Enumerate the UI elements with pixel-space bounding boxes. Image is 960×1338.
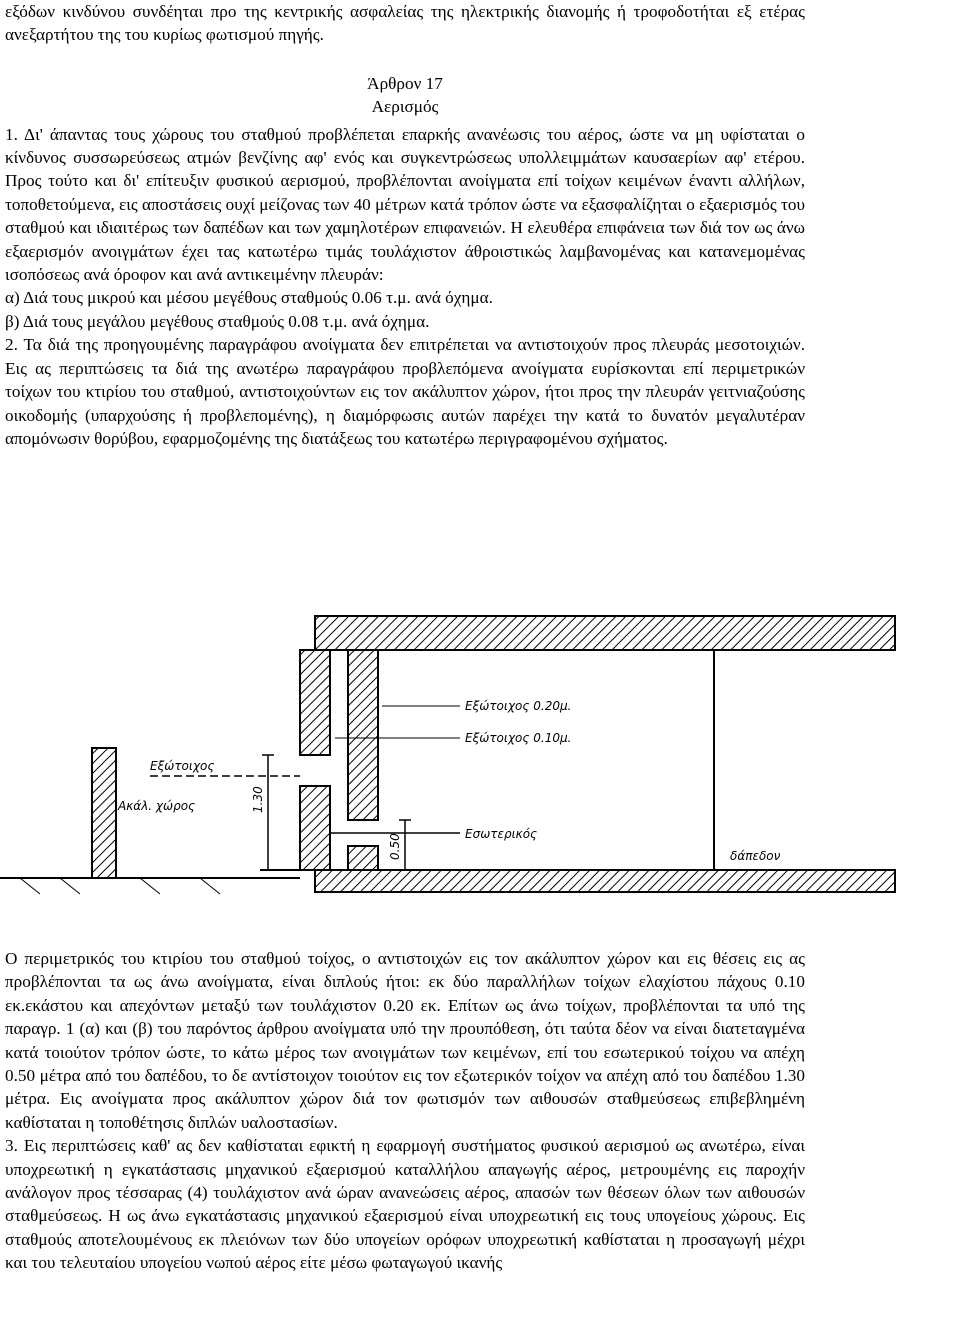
item-b: β) Διά τους μεγάλου μεγέθους σταθμούς 0.08 τ.μ. ανά όχημα. <box>5 311 430 331</box>
ceiling-slab <box>315 616 895 650</box>
floor-slab <box>315 870 895 892</box>
dim-050: 0.50 <box>388 833 402 860</box>
paragraph-3: Ο περιμετρικός του κτιρίου του σταθμού τοίχος, ο αντιστοιχών εις τον ακάλυπτον χώρον και εις θέσεις εις ας προβλέπονται τα ως άνω ανοίγματα, είναι διπλούς ήτοι: εκ δύο παραλλήλων τοίχων ελαχίστου πάχους 0.10 εκ.εκάστου και απεχόντων μεταξύ των τουλάχιστον 0.20 εκ. Επίτων ως άνω τοίχων, προβλέπονται τα υπό της παραγρ. 1 (α) και (β) του παρόντος άρθρου ανοίγματα υπό την προυπόθεση, ότι ταύτα δέον να είναι διατεταγμένα κατά τοιούτον τρόπον ώστε, το κάτω μέρος των ανοιγμάτων των κειμένων, επί του εσωτερικού τοίχου να απέχη 0.50 μέτρα από του δαπέδου, το δε αντίστοιχον τοιούτον εις τον εξωτερικόν τοίχον να απέχη από του δαπέδου 1.30 μέτρα. Εις ανοίγματα προς ακάλυπτον χώρον διά τον φωτισμόν των αιθουσών σταθμεύσεως επιβεβλημένη καθίσταται η τοποθέτησις διπλών υαλοστασίων. <box>5 949 805 1132</box>
article-subtitle: Αερισμός <box>371 97 439 117</box>
paragraph-1: 1. Δι' άπαντας τους χώρους του σταθμού προβλέπεται επαρκής ανανέωσις του αέρος, ώστε να μη υφίσταται ο κίνδυνος συσσωρεύσεως ατμών βενζίνης αφ' ενός και συγκεντρώσεως υπολλειμμάτων καυσαερίων αφ' ετέρου. Προς τούτο και δι' επίτευξιν φυσικού αερισμού, προβλέπονται ανοίγματα επί τοίχων κειμένων έναντι αλλήλων, τοποθετούμενα, εις αποστάσεις ουχί μείζονας των 40 μέτρων κατά τρόπον ώστε να εξασφαλίζηται ο εξαερισμός του σταθμού και ιδιαιτέρως των δαπέδων και των χαμηλοτέρων επιφανειών. Η ελευθέρα επιφάνεια των διά τον ως άνω εξαερισμόν ανοιγμάτων έχει τας κατωτέρω τιμάς τουλάχιστον άθροιστικώς λαμβανομένας και κατανεμομένας ισοπόσεως ανά όροφον και ανά αντικειμένην πλευράν: <box>5 124 805 285</box>
ventilation-wall-diagram <box>0 598 960 928</box>
label-20cm: Εξώτοιχος 0.20μ. <box>465 699 572 713</box>
label-outer: Εξώτοιχος <box>150 759 215 773</box>
paragraph-2: 2. Τα διά της προηγουμένης παραγράφου ανοίγματα δεν επιτρέπεται να αντιστοιχούν προς πλευράς μεσοτοιχιών. Εις ας περιπτώσεις τα διά της ανωτέρω παραγράφου προβλεπόμενα ανοίγματα ευρίσκονται επί περιμετρικών τοίχων του κτιρίου του σταθμού, αντιστοιχούντων εις τον ακάλυπτον χώρον, ήτοι προς την πλευράν γειτνιαζούσης οικοδομής (υπαρχούσης ή προβλεπομένης), η διαμόρφωσις αυτών παρέχει την κατά το δυνατόν μεγαλυτέραν απομόνωσιν θορύβου, εφαρμοζομένης της διατάξεως του κατωτέρω περιγραφομένου σχήματος. <box>5 335 805 448</box>
label-10cm: Εξώτοιχος 0.10μ. <box>465 731 572 745</box>
item-a: α) Διά τους μικρού και μέσου μεγέθους σταθμούς 0.06 τ.μ. ανά όχημα. <box>5 288 493 308</box>
document-bottom-text <box>5 947 805 1275</box>
dim-130: 1.30 <box>251 786 265 813</box>
label-floor: δάπεδον <box>730 849 781 863</box>
outer-post <box>92 748 116 878</box>
label-inner: Εσωτερικός <box>465 827 538 841</box>
outer-wall <box>300 650 330 755</box>
document-top-text <box>5 0 805 450</box>
intro-paragraph: εξόδων κινδύνου συνδέηται προ της κεντρικής ασφαλείας της ηλεκτρικής διανομής ή τροφοδοτήται εξ ετέρας ανεξαρτήτου της του κυρίως φωτισμού πηγής. <box>5 2 805 45</box>
inner-wall <box>348 650 378 820</box>
label-space: Ακάλ. χώρος <box>118 799 196 813</box>
article-title: Άρθρον 17 <box>367 73 443 93</box>
paragraph-4: 3. Εις περιπτώσεις καθ' ας δεν καθίσταται εφικτή η εφαρμογή συστήματος φυσικού αερισμού ως ανωτέρω, είναι υποχρεωτική η εγκατάστασις μηχανικού εξαερισμού καταλλήλου απαγωγής αέρος, μετρουμένης εις παροχήν ανάλογον προς τέσσαρας (4) τουλάχιστον ανά ώραν ανανεώσεις αέρος, απασών των θέσεων όλων των αιθουσών σταθμεύσεως. Η ως άνω εγκατάστασις μηχανικού εξαερισμού είναι υποχρεωτική εις τους υπογείους χώρους. Εις σταθμούς αποτελουμένους εκ πλειόνων των δύο υπογείων ορόφων υποχρεωτική καθίσταται η προσαγωγή μέχρι και του τελευταίου υπογείου νωπού αέρος είτε μέσω φωταγωγού ικανής <box>5 1136 805 1273</box>
